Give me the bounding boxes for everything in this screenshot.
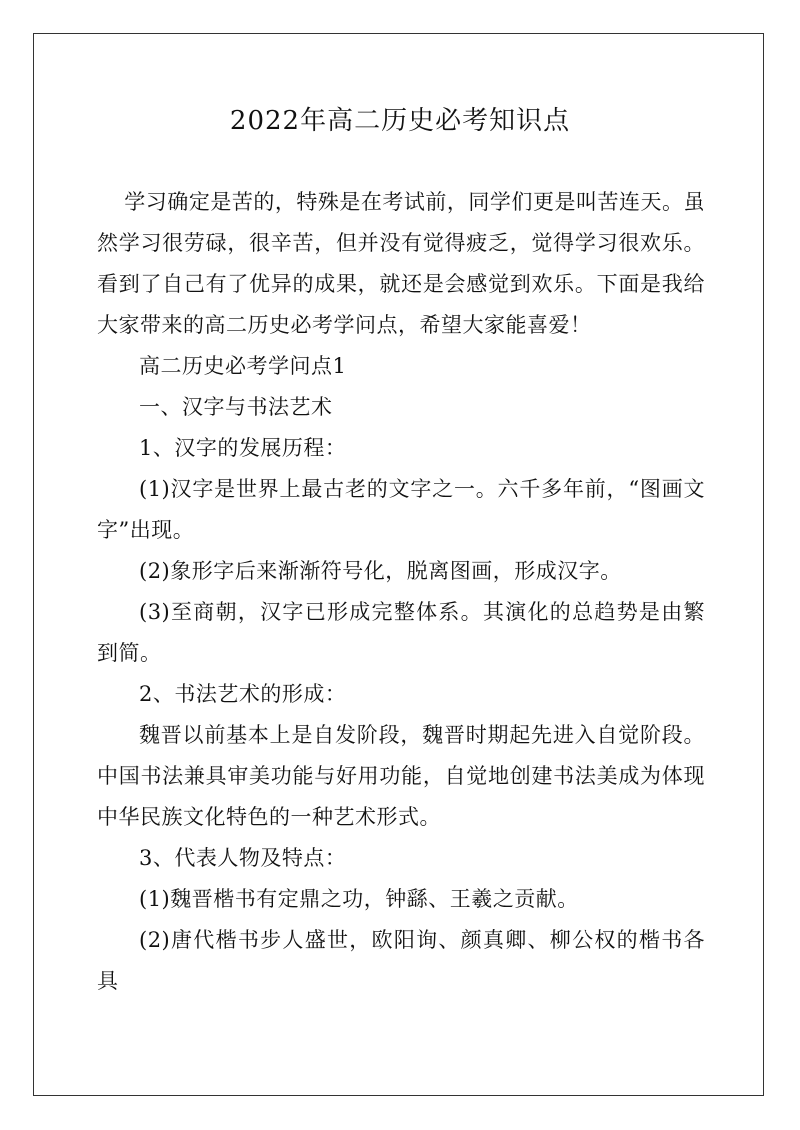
subsection-heading: 一、汉字与书法艺术 bbox=[139, 395, 333, 419]
topic-heading: 2、书法艺术的形成： bbox=[139, 682, 347, 706]
topic-heading: 3、代表人物及特点： bbox=[139, 846, 347, 870]
intro-paragraph: 学习确定是苦的，特殊是在考试前，同学们更是叫苦连天。虽然学习很劳碌，很辛苦，但并没有觉得疲乏，觉得学习很欢乐。看到了自己有了优异的成果，就还是会感觉到欢乐。下面是我给大家带来的高二历史必考学问点，希望大家能喜爱！ bbox=[97, 190, 705, 337]
topic-heading: 1、汉字的发展历程： bbox=[139, 436, 347, 460]
list-item: (2)唐代楷书步人盛世，欧阳询、颜真卿、柳公权的楷书各具 bbox=[97, 928, 705, 993]
list-item: (1)汉字是世界上最古老的文字之一。六千多年前，“图画文字”出现。 bbox=[97, 477, 705, 542]
body-paragraph: 魏晋以前基本上是自发阶段，魏晋时期起先进入自觉阶段。中国书法兼具审美功能与好用功能，自觉地创建书法美成为体现中华民族文化特色的一种艺术形式。 bbox=[97, 723, 705, 829]
document-title: 2022年高二历史必考知识点 bbox=[229, 106, 571, 136]
document-body bbox=[97, 182, 705, 1002]
section-heading: 高二历史必考学问点1 bbox=[139, 354, 347, 378]
list-item: (3)至商朝，汉字已形成完整体系。其演化的总趋势是由繁到简。 bbox=[97, 600, 705, 665]
list-item: (2)象形字后来渐渐符号化，脱离图画，形成汉字。 bbox=[139, 559, 622, 583]
list-item: (1)魏晋楷书有定鼎之功，钟繇、王羲之贡献。 bbox=[139, 887, 579, 911]
